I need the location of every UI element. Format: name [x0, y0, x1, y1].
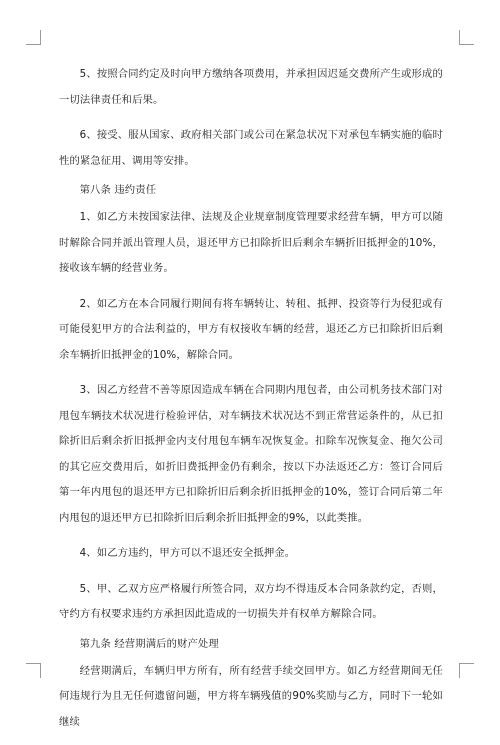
article-9-heading: 第九条 经营期满后的财产处理 — [79, 637, 219, 650]
document-body — [59, 62, 443, 745]
article-8-heading: 第八条 违约责任 — [79, 184, 157, 196]
article-8-item-3: 3、因乙方经营不善等原因造成车辆在合同期内甩包者，由公司机务技术部门对甩包车辆技术状况进行检验评估，对车辆技术状况达不到正常营运条件的，从已扣除折旧后剩余折旧抵押金内支付甩包车辆车况恢复金。扣除车况恢复金、拖欠公司的其它应交费用后，如折旧费抵押金仍有剩余，按以下办法返还乙方：签订合同后第一年内甩包的退还甲方已扣除折旧后剩余折旧抵押金的10%，签订合同后第二年内甩包的退还甲方已扣除折旧后剩余折旧抵押金的9%，以此类推。 — [59, 384, 443, 524]
crop-mark-top-left — [26, 30, 41, 45]
crop-mark-bottom-right — [459, 663, 474, 678]
article-8-item-1: 1、如乙方未按国家法律、法规及企业规章制度管理要求经营车辆，甲方可以随时解除合同并派出管理人员，退还甲方已扣除折旧后剩余车辆折旧抵押金的10%，接收该车辆的经营业务。 — [59, 211, 443, 274]
clause-7-item-5: 5、按照合同约定及时向甲方缴纳各项费用，并承担因迟延交费所产生或形成的一切法律责任和后果。 — [59, 68, 443, 106]
clause-7-item-6: 6、接受、服从国家、政府相关部门或公司在紧急状况下对承包车辆实施的临时性的紧急征用、调用等安排。 — [59, 129, 443, 167]
article-8-item-5: 5、甲、乙双方应严格履行所签合同，双方均不得违反本合同条款约定，否则，守约方有权要求违约方承担因此造成的一切损失并有权单方解除合同。 — [59, 582, 443, 620]
article-8-item-2: 2、如乙方在本合同履行期间有将车辆转让、转租、抵押、投资等行为侵犯或有可能侵犯甲方的合法利益的，甲方有权接收车辆的经营，退还乙方已扣除折旧后剩余车辆折旧抵押金的10%，解除合同。 — [59, 297, 443, 361]
article-8-item-4: 4、如乙方违约，甲方可以不退还安全抵押金。 — [79, 547, 296, 559]
crop-mark-bottom-left — [26, 663, 41, 678]
article-9-body: 经营期满后，车辆归甲方所有，所有经营手续交回甲方。如乙方经营期间无任何违规行为且无任何遗留问题，甲方将车辆残值的90%奖励与乙方，同时下一轮如继续 — [59, 664, 443, 728]
crop-mark-top-right — [459, 30, 474, 45]
